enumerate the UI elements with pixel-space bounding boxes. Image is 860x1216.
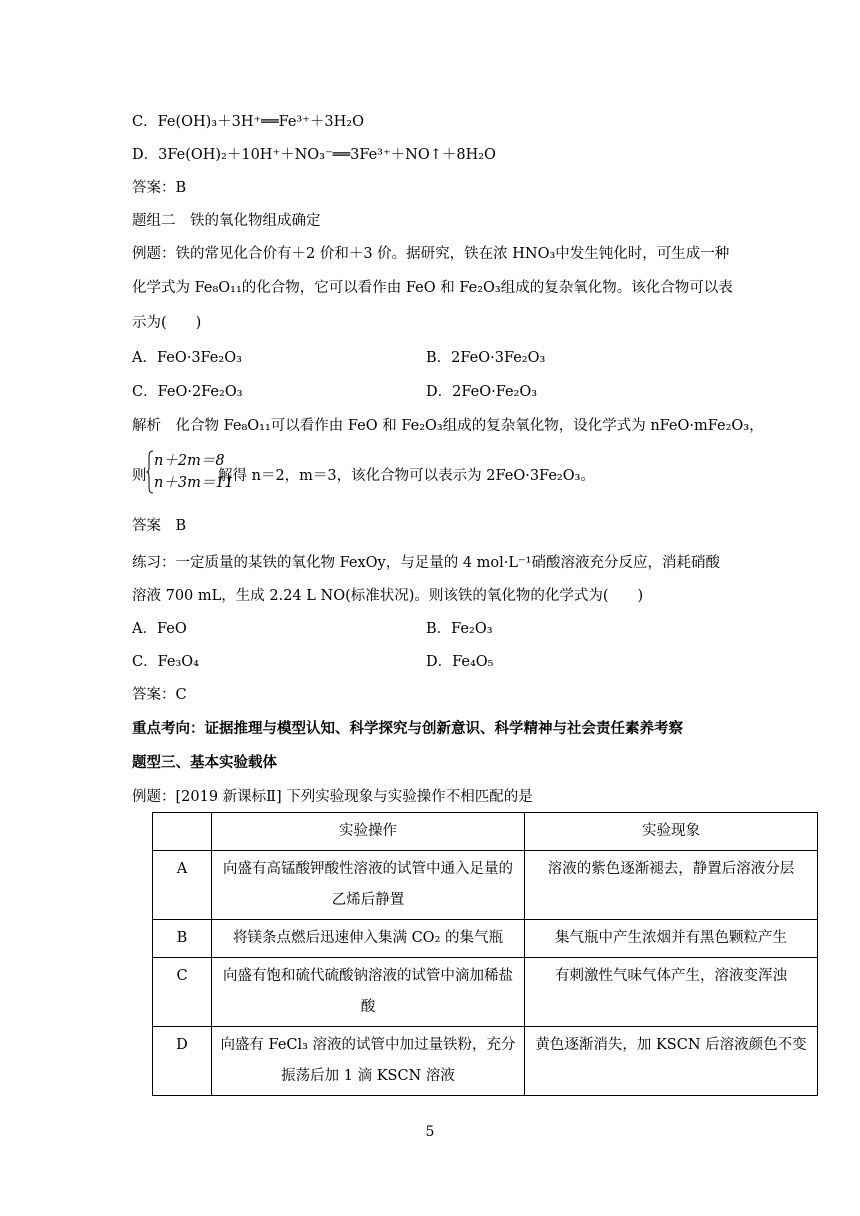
group-2-heading: 题组二 铁的氧化物组成确定 [132, 213, 321, 229]
row-key: A [153, 851, 212, 920]
row-key: B [153, 920, 212, 958]
practice-choice-b: B．Fe₂O₃ [426, 621, 493, 637]
example-text-line-3: 示为( ) [132, 315, 202, 331]
table-row [153, 851, 818, 920]
solution-result: 解得 n＝2，m＝3，该化合物可以表示为 2FeO·3Fe₂O₃。 [218, 468, 595, 484]
row-operation: 向盛有高锰酸钾酸性溶液的试管中通入足量的乙烯后静置 [212, 851, 525, 920]
row-operation: 向盛有饱和硫代硫酸钠溶液的试管中滴加稀盐酸 [212, 958, 525, 1027]
solution-prefix: 则 [132, 468, 147, 484]
choice-b: B．2FeO·3Fe₂O₃ [426, 350, 546, 366]
table-row [153, 1027, 818, 1096]
example-text-line-2: 化学式为 Fe₈O₁₁的化合物，它可以看作由 FeO 和 Fe₂O₃组成的复杂氧化物。该化合物可以表 [132, 280, 733, 296]
row-phenomenon: 有刺激性气味气体产生，溶液变浑浊 [525, 958, 818, 1027]
answer-1: 答案：B [132, 180, 187, 196]
table-header-phenomenon: 实验现象 [525, 813, 818, 851]
practice-choice-c: C．Fe₃O₄ [132, 654, 199, 670]
practice-text-line-1: 练习：一定质量的某铁的氧化物 FexOy，与足量的 4 mol·L⁻¹硝酸溶液充分反应，消耗硝酸 [132, 555, 720, 571]
table-row [153, 920, 818, 958]
table-header-empty [153, 813, 212, 851]
left-brace-icon [146, 450, 154, 494]
row-operation: 向盛有 FeCl₃ 溶液的试管中加过量铁粉，充分振荡后加 1 滴 KSCN 溶液 [212, 1027, 525, 1096]
example-3-text: 例题：[2019 新课标Ⅱ] 下列实验现象与实验操作不相匹配的是 [132, 789, 533, 805]
answer-2: 答案 B [132, 518, 187, 534]
row-phenomenon: 黄色逐渐消失，加 KSCN 后溶液颜色不变 [525, 1027, 818, 1096]
practice-text-line-2: 溶液 700 mL，生成 2.24 L NO(标准状况)。则该铁的氧化物的化学式为( ) [132, 588, 644, 604]
row-phenomenon: 溶液的紫色逐渐褪去，静置后溶液分层 [525, 851, 818, 920]
solution-line-1: 解析 化合物 Fe₈O₁₁可以看作由 FeO 和 Fe₂O₃组成的复杂氧化物，设化学式为 nFeO·mFe₂O₃， [132, 418, 764, 434]
experiment-table [152, 812, 818, 1096]
table-row [153, 958, 818, 1027]
option-c-equation: C．Fe(OH)₃＋3H⁺══Fe³⁺＋3H₂O [132, 114, 364, 130]
practice-choice-a: A．FeO [132, 621, 187, 637]
choice-c: C．FeO·2Fe₂O₃ [132, 384, 243, 400]
row-key: C [153, 958, 212, 1027]
example-text-line-1: 例题：铁的常见化合价有＋2 价和＋3 价。据研究，铁在浓 HNO₃中发生钝化时，可生成一种 [132, 246, 730, 262]
table-header-operation: 实验操作 [212, 813, 525, 851]
row-key: D [153, 1027, 212, 1096]
row-operation: 将镁条点燃后迅速伸入集满 CO₂ 的集气瓶 [212, 920, 525, 958]
system-equation-2: n＋3m＝11 [154, 475, 234, 491]
type-3-heading: 题型三、基本实验载体 [132, 754, 277, 771]
option-d-equation: D．3Fe(OH)₂＋10H⁺＋NO₃⁻══3Fe³⁺＋NO↑＋8H₂O [132, 147, 496, 163]
answer-3: 答案：C [132, 687, 187, 703]
practice-choice-d: D．Fe₄O₅ [426, 654, 494, 670]
choice-d: D．2FeO·Fe₂O₃ [426, 384, 538, 400]
choice-a: A．FeO·3Fe₂O₃ [132, 350, 242, 366]
table-header-row [153, 813, 818, 851]
page-number: 5 [425, 1124, 435, 1140]
system-equation-1: n＋2m＝8 [154, 453, 225, 469]
row-phenomenon: 集气瓶中产生浓烟并有黑色颗粒产生 [525, 920, 818, 958]
focus-heading: 重点考向：证据推理与模型认知、科学探究与创新意识、科学精神与社会责任素养考察 [132, 720, 683, 737]
